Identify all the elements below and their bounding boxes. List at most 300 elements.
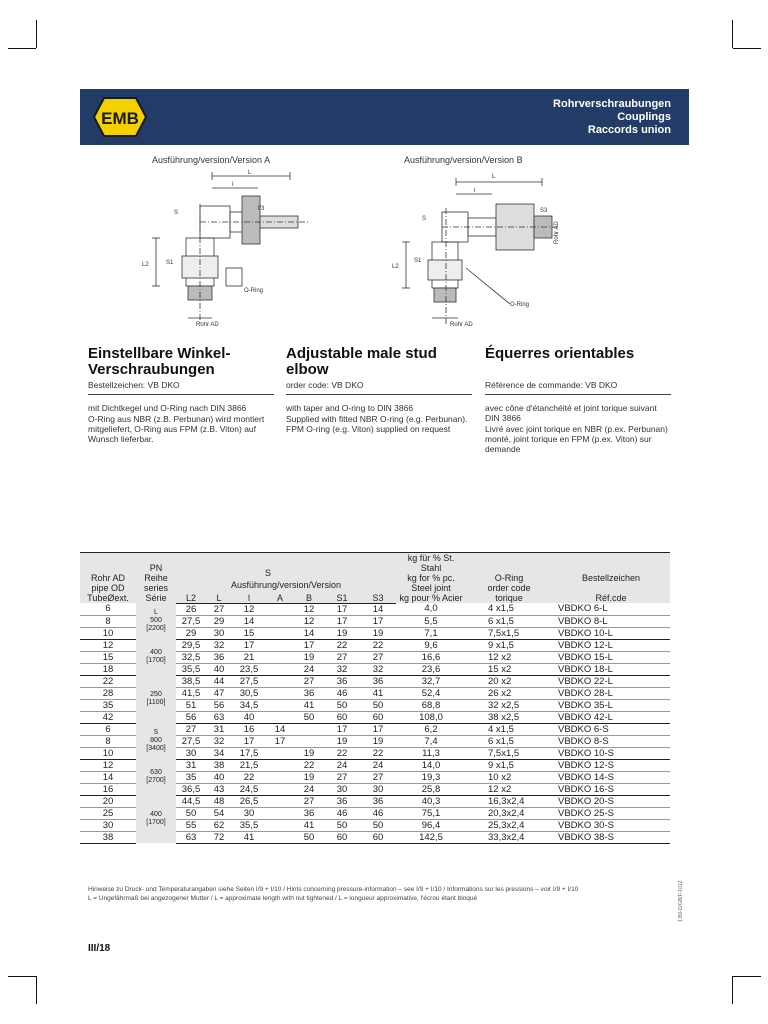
table-header-row [80, 553, 670, 578]
header-banner [80, 89, 689, 145]
cell-L: 54 [206, 807, 232, 819]
cell-bestell: VBDKO 10-S [552, 747, 670, 759]
header-kg: kg für % St. Stahl kg for % pc. Steel joint kg pour % Acier [396, 553, 466, 604]
crop-mark [733, 976, 761, 977]
cell-L2: 36,5 [176, 783, 206, 795]
cell-oring: 25,3x2,4 [466, 819, 552, 831]
cell-B: 17 [294, 639, 324, 651]
cell-S1: 50 [324, 699, 360, 711]
cell-L: 63 [206, 711, 232, 723]
cell-L: 43 [206, 783, 232, 795]
cell-B: 22 [294, 759, 324, 771]
cell-A [266, 807, 294, 819]
cell-l: 14 [232, 615, 266, 627]
cell-rohr: 25 [80, 807, 136, 819]
cell-bestell: VBDKO 28-L [552, 687, 670, 699]
cell-l: 17 [232, 735, 266, 747]
cell-A [266, 699, 294, 711]
cell-B: 36 [294, 687, 324, 699]
cell-oring: 4 x1,5 [466, 723, 552, 735]
table-body [80, 603, 670, 843]
cell-kg: 11,3 [396, 747, 466, 759]
cell-B: 14 [294, 627, 324, 639]
cell-A [266, 675, 294, 687]
cell-L: 40 [206, 663, 232, 675]
cell-B: 19 [294, 771, 324, 783]
cell-oring: 7,5x1,5 [466, 627, 552, 639]
cell-A [266, 603, 294, 615]
footnote-line: L = Ungefährmaß bei angezogener Mutter / L = approximate length with nut tightened / L = longueur approximative, l'écrou étant bloqué [88, 895, 478, 902]
dim-label-S1: S1 [166, 260, 174, 266]
cell-pn-series: 630 [2700] [136, 759, 176, 795]
cell-oring: 16,3x2,4 [466, 795, 552, 807]
header-title-en: Couplings [617, 110, 671, 123]
cell-S1: 30 [324, 783, 360, 795]
cell-l: 23,5 [232, 663, 266, 675]
cell-bestell: VBDKO 22-L [552, 675, 670, 687]
dim-label-L2: L2 [392, 264, 399, 270]
header-S3: S3 [360, 590, 396, 603]
cell-oring: 12 x2 [466, 783, 552, 795]
cell-S3: 46 [360, 807, 396, 819]
cell-rohr: 16 [80, 783, 136, 795]
cell-l: 30,5 [232, 687, 266, 699]
cell-A: 17 [266, 735, 294, 747]
cell-l: 15 [232, 627, 266, 639]
cell-A [266, 627, 294, 639]
cell-oring: 26 x2 [466, 687, 552, 699]
cell-L2: 27,5 [176, 615, 206, 627]
cell-l: 12 [232, 603, 266, 615]
cell-l: 16 [232, 723, 266, 735]
cell-bestell: VBDKO 38-S [552, 831, 670, 843]
cell-bestell: VBDKO 42-L [552, 711, 670, 723]
cell-A [266, 771, 294, 783]
order-code: Bestellzeichen: VB DKO [88, 380, 274, 395]
crop-mark [36, 976, 37, 1004]
header-B: B [294, 590, 324, 603]
cell-A [266, 795, 294, 807]
dim-label-S3: S3 [540, 208, 548, 214]
crop-mark [36, 20, 37, 48]
cell-B: 24 [294, 663, 324, 675]
cell-S1: 24 [324, 759, 360, 771]
cell-kg: 23,6 [396, 663, 466, 675]
cell-B: 19 [294, 747, 324, 759]
cell-rohr: 6 [80, 603, 136, 615]
cell-bestell: VBDKO 10-L [552, 627, 670, 639]
cell-bestell: VBDKO 8-L [552, 615, 670, 627]
cell-L2: 41,5 [176, 687, 206, 699]
cell-L2: 31 [176, 759, 206, 771]
cell-l: 24,5 [232, 783, 266, 795]
description-line: avec cône d'étanchéité et joint torique suivant DIN 3866 [485, 403, 657, 423]
cell-oring: 20 x2 [466, 675, 552, 687]
crop-mark [8, 976, 36, 977]
column-title: Einstellbare Winkel-Verschraubungen [88, 345, 231, 378]
dim-label-S: S [174, 210, 179, 216]
cell-bestell: VBDKO 18-L [552, 663, 670, 675]
column-title: Adjustable male stud elbow [286, 345, 437, 378]
cell-B: 27 [294, 795, 324, 807]
cell-S3: 17 [360, 723, 396, 735]
cell-l: 41 [232, 831, 266, 843]
drawing-b-caption: Ausführung/version/Version B [404, 155, 523, 165]
cell-S3: 36 [360, 795, 396, 807]
crop-mark [8, 48, 36, 49]
crop-mark [732, 20, 733, 48]
cell-S1: 17 [324, 603, 360, 615]
header-ausfuehrung: Ausführung/version/Version [176, 578, 396, 590]
dim-label-rohr: Rohr AD [196, 322, 219, 328]
cell-oring: 20,3x2,4 [466, 807, 552, 819]
dim-label-S: S [422, 216, 427, 222]
cell-kg: 16,6 [396, 651, 466, 663]
cell-S1: 32 [324, 663, 360, 675]
header-L: L [206, 590, 232, 603]
cell-L: 32 [206, 735, 232, 747]
cell-kg: 25,8 [396, 783, 466, 795]
cell-S1: 22 [324, 747, 360, 759]
cell-l: 17,5 [232, 747, 266, 759]
header-rohr: Rohr AD pipe OD TubeØext. [80, 553, 136, 604]
header-S1: S1 [324, 590, 360, 603]
cell-bestell: VBDKO 8-S [552, 735, 670, 747]
cell-L: 29 [206, 615, 232, 627]
cell-B: 41 [294, 699, 324, 711]
cell-S3: 60 [360, 711, 396, 723]
footnote [88, 885, 688, 903]
description-line: Livré avec joint torique en NBR (p.ex. Perbunan) monté, joint torique en FPM (p.ex. Viton) sur demande [485, 424, 668, 454]
cell-A [266, 831, 294, 843]
cell-S3: 19 [360, 627, 396, 639]
cell-L2: 32,5 [176, 651, 206, 663]
cell-L: 31 [206, 723, 232, 735]
description-line: mit Dichtkegel und O-Ring nach DIN 3866 [88, 403, 247, 413]
drawing-version-a [140, 168, 310, 330]
cell-S1: 60 [324, 831, 360, 843]
cell-A [266, 651, 294, 663]
header-L2: L2 [176, 590, 206, 603]
cell-bestell: VBDKO 25-S [552, 807, 670, 819]
cell-S1: 46 [324, 807, 360, 819]
cell-L: 62 [206, 819, 232, 831]
cell-L2: 27,5 [176, 735, 206, 747]
cell-S3: 17 [360, 615, 396, 627]
cell-L2: 51 [176, 699, 206, 711]
cell-B: 24 [294, 783, 324, 795]
cell-B: 50 [294, 711, 324, 723]
cell-B [294, 735, 324, 747]
dim-label-rohr-side: Rohr AD [554, 221, 560, 244]
cell-A [266, 711, 294, 723]
cell-B: 50 [294, 831, 324, 843]
cell-L2: 27 [176, 723, 206, 735]
dim-label-L: L [492, 174, 496, 180]
drawing-a-caption: Ausführung/version/Version A [152, 155, 271, 165]
header-l: l [232, 590, 266, 603]
cell-pn-series: 250 [1100] [136, 675, 176, 723]
table-row [80, 603, 670, 615]
cell-kg: 19,3 [396, 771, 466, 783]
order-code: order code: VB DKO [286, 380, 472, 395]
cell-S3: 60 [360, 831, 396, 843]
cell-S3: 24 [360, 759, 396, 771]
description [88, 403, 274, 444]
cell-B: 19 [294, 651, 324, 663]
cell-kg: 142,5 [396, 831, 466, 843]
cell-oring: 6 x1,5 [466, 735, 552, 747]
cell-A [266, 783, 294, 795]
dim-label-l: l [232, 182, 234, 188]
cell-rohr: 30 [80, 819, 136, 831]
cell-S1: 46 [324, 687, 360, 699]
cell-l: 26,5 [232, 795, 266, 807]
cell-pn-series: S 800 [3400] [136, 723, 176, 759]
description-line: with taper and O-ring to DIN 3866 [286, 403, 414, 413]
cell-l: 27,5 [232, 675, 266, 687]
cell-L: 44 [206, 675, 232, 687]
header-titles [553, 98, 671, 137]
cell-S3: 22 [360, 747, 396, 759]
header-bestell: Bestellzeichen Réf.cde [552, 553, 670, 604]
cell-A [266, 747, 294, 759]
cell-bestell: VBDKO 16-S [552, 783, 670, 795]
emb-logo [90, 94, 150, 140]
cell-kg: 6,2 [396, 723, 466, 735]
cell-kg: 5,5 [396, 615, 466, 627]
cell-rohr: 35 [80, 699, 136, 711]
cell-L: 27 [206, 603, 232, 615]
cell-L2: 29,5 [176, 639, 206, 651]
cell-B: 36 [294, 807, 324, 819]
cell-pn-series: 400 [1700] [136, 639, 176, 675]
dim-label-rohr: Rohr AD [450, 322, 473, 328]
cell-bestell: VBDKO 12-S [552, 759, 670, 771]
order-code: Référence de commande: VB DKO [485, 380, 671, 395]
logo-text: EMB [101, 109, 139, 128]
cell-L2: 63 [176, 831, 206, 843]
cell-L2: 26 [176, 603, 206, 615]
cell-l: 21,5 [232, 759, 266, 771]
cell-oring: 33,3x2,4 [466, 831, 552, 843]
cell-rohr: 14 [80, 771, 136, 783]
footnote-line: Hinweise zu Druck- und Temperaturangaben siehe Seiten I/9 + I/10 / Hints concerning pressure-information – see I/9 + I/10 / Informations sur les pressions – voir I/9 + I/10 [88, 886, 579, 893]
cell-rohr: 6 [80, 723, 136, 735]
dim-label-l3: l/3 [258, 206, 265, 212]
cell-S3: 14 [360, 603, 396, 615]
cell-oring: 4 x1,5 [466, 603, 552, 615]
header-pn: PN Reihe series Série [136, 553, 176, 604]
cell-rohr: 42 [80, 711, 136, 723]
table-row [80, 723, 670, 735]
cell-bestell: VBDKO 35-L [552, 699, 670, 711]
cell-L: 36 [206, 651, 232, 663]
column-title: Équerres orientables [485, 345, 635, 362]
cell-kg: 40,3 [396, 795, 466, 807]
cell-bestell: VBDKO 15-L [552, 651, 670, 663]
cell-rohr: 10 [80, 627, 136, 639]
cell-L2: 55 [176, 819, 206, 831]
cell-rohr: 38 [80, 831, 136, 843]
cell-kg: 68,8 [396, 699, 466, 711]
cell-L2: 50 [176, 807, 206, 819]
cell-L: 34 [206, 747, 232, 759]
table-row [80, 639, 670, 651]
cell-B: 27 [294, 675, 324, 687]
cell-L: 72 [206, 831, 232, 843]
cell-B: 41 [294, 819, 324, 831]
cell-bestell: VBDKO 12-L [552, 639, 670, 651]
cell-L: 38 [206, 759, 232, 771]
header-oring: O-Ring order code torique [466, 553, 552, 604]
cell-A [266, 687, 294, 699]
column-german [88, 346, 274, 445]
cell-kg: 14,0 [396, 759, 466, 771]
dim-label-l: l [474, 188, 476, 194]
cell-A [266, 639, 294, 651]
cell-kg: 7,1 [396, 627, 466, 639]
cell-S3: 50 [360, 819, 396, 831]
cell-L2: 44,5 [176, 795, 206, 807]
cell-S3: 32 [360, 663, 396, 675]
cell-kg: 7,4 [396, 735, 466, 747]
side-print-code: 1.B0-D/GB/F-1012 [678, 880, 684, 922]
drawing-version-b [392, 168, 567, 330]
dim-label-L: L [248, 170, 252, 176]
dim-label-S1: S1 [414, 258, 422, 264]
cell-L: 40 [206, 771, 232, 783]
cell-A [266, 615, 294, 627]
cell-l: 17 [232, 639, 266, 651]
cell-l: 22 [232, 771, 266, 783]
cell-oring: 7,5x1,5 [466, 747, 552, 759]
cell-S1: 36 [324, 795, 360, 807]
cell-L2: 56 [176, 711, 206, 723]
cell-l: 35,5 [232, 819, 266, 831]
cell-rohr: 8 [80, 615, 136, 627]
cell-L: 30 [206, 627, 232, 639]
cell-l: 40 [232, 711, 266, 723]
cell-rohr: 12 [80, 759, 136, 771]
cell-rohr: 18 [80, 663, 136, 675]
cell-bestell: VBDKO 30-S [552, 819, 670, 831]
spec-table [80, 552, 670, 844]
cell-oring: 9 x1,5 [466, 639, 552, 651]
cell-kg: 108,0 [396, 711, 466, 723]
dim-label-L2: L2 [142, 262, 149, 268]
cell-pn-series: L 500 [2200] [136, 603, 176, 639]
cell-bestell: VBDKO 6-L [552, 603, 670, 615]
cell-S1: 50 [324, 819, 360, 831]
cell-l: 21 [232, 651, 266, 663]
cell-bestell: VBDKO 20-S [552, 795, 670, 807]
cell-L: 47 [206, 687, 232, 699]
cell-A [266, 663, 294, 675]
cell-L2: 38,5 [176, 675, 206, 687]
cell-S1: 22 [324, 639, 360, 651]
cell-L2: 35,5 [176, 663, 206, 675]
cell-L2: 29 [176, 627, 206, 639]
header-A: A [266, 590, 294, 603]
cell-S1: 19 [324, 627, 360, 639]
cell-S1: 17 [324, 723, 360, 735]
cell-S1: 19 [324, 735, 360, 747]
cell-L2: 30 [176, 747, 206, 759]
cell-kg: 75,1 [396, 807, 466, 819]
description [485, 403, 671, 454]
cell-rohr: 22 [80, 675, 136, 687]
cell-oring: 32 x2,5 [466, 699, 552, 711]
description-line: Supplied with fitted NBR O-ring (e.g. Perbunan). FPM O-ring (e.g. Viton) supplied on request [286, 414, 468, 434]
cell-oring: 38 x2,5 [466, 711, 552, 723]
cell-kg: 96,4 [396, 819, 466, 831]
crop-mark [733, 48, 761, 49]
description-line: O-Ring aus NBR (z.B. Perbunan) wird montiert mitgeliefert, O-Ring aus FPM (z.B. Viton) auf Wunsch lieferbar. [88, 414, 265, 444]
cell-kg: 9,6 [396, 639, 466, 651]
cell-L: 48 [206, 795, 232, 807]
table-row [80, 795, 670, 807]
cell-oring: 6 x1,5 [466, 615, 552, 627]
cell-S1: 27 [324, 651, 360, 663]
cell-oring: 15 x2 [466, 663, 552, 675]
crop-mark [732, 976, 733, 1004]
cell-S3: 27 [360, 651, 396, 663]
cell-L2: 35 [176, 771, 206, 783]
cell-bestell: VBDKO 14-S [552, 771, 670, 783]
table-row [80, 675, 670, 687]
cell-kg: 4,0 [396, 603, 466, 615]
page-number: III/18 [88, 943, 111, 954]
cell-B [294, 723, 324, 735]
cell-S3: 19 [360, 735, 396, 747]
cell-S1: 60 [324, 711, 360, 723]
cell-A [266, 759, 294, 771]
cell-oring: 9 x1,5 [466, 759, 552, 771]
table-row [80, 759, 670, 771]
header-spacer [360, 553, 396, 578]
cell-rohr: 15 [80, 651, 136, 663]
cell-L: 56 [206, 699, 232, 711]
cell-B: 12 [294, 615, 324, 627]
header-title-fr: Raccords union [587, 123, 671, 136]
cell-S3: 36 [360, 675, 396, 687]
column-french [485, 346, 671, 455]
cell-S3: 27 [360, 771, 396, 783]
cell-l: 30 [232, 807, 266, 819]
description [286, 403, 472, 434]
cell-rohr: 12 [80, 639, 136, 651]
cell-rohr: 28 [80, 687, 136, 699]
cell-S1: 17 [324, 615, 360, 627]
cell-B: 12 [294, 603, 324, 615]
cell-A: 14 [266, 723, 294, 735]
cell-S3: 41 [360, 687, 396, 699]
cell-S3: 30 [360, 783, 396, 795]
header-s: S [176, 553, 360, 578]
cell-pn-series: 400 [1700] [136, 795, 176, 843]
cell-rohr: 8 [80, 735, 136, 747]
cell-L: 32 [206, 639, 232, 651]
cell-l: 34,5 [232, 699, 266, 711]
cell-S3: 50 [360, 699, 396, 711]
cell-kg: 52,4 [396, 687, 466, 699]
cell-rohr: 20 [80, 795, 136, 807]
cell-S1: 36 [324, 675, 360, 687]
cell-kg: 32,7 [396, 675, 466, 687]
cell-oring: 12 x2 [466, 651, 552, 663]
cell-A [266, 819, 294, 831]
